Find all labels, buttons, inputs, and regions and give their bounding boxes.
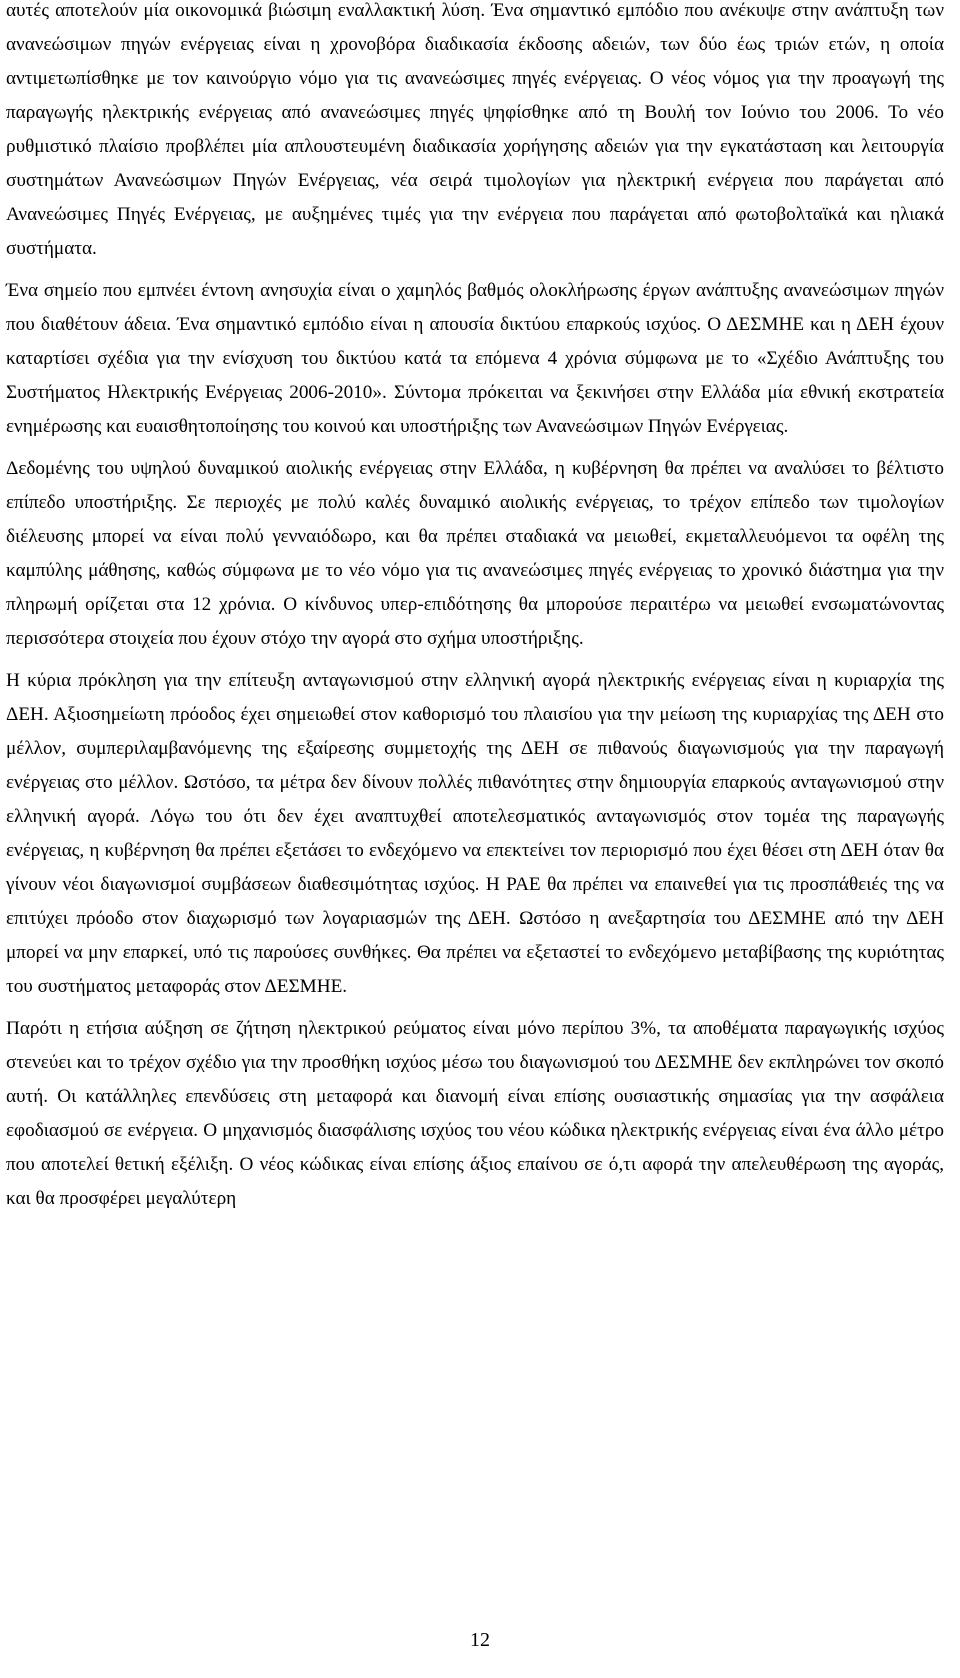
paragraph-renewables-licensing: αυτές αποτελούν μία οικονομικά βιώσιμη εναλλακτική λύση. Ένα σημαντικό εμπόδιο που ανέκυψε στην ανάπτυξη των ανανεώσιμων πηγών ενέργειας είναι η χρονοβόρα διαδικασία έκδοσης αδειών, των δύο έως τριών ετών, η οποία αντιμετωπίσθηκε με τον καινούργιο νόμο για τις ανανεώσιμες πηγές ενέργειας. Ο νέος νόμος για την προαγωγή της παραγωγής ηλεκτρικής ενέργειας από ανανεώσιμες πηγές ψηφίσθηκε από τη Βουλή τον Ιούνιο του 2006. Το νέο ρυθμιστικό πλαίσιο προβλέπει μία απλουστευμένη διαδικασία χορήγησης αδειών για την εγκατάσταση και λειτουργία συστημάτων Ανανεώσιμων Πηγών Ενέργειας, νέα σειρά τιμολογίων για ηλεκτρική ενέργεια που παράγεται από Ανανεώσιμες Πηγές Ενέργειας, με αυξημένες τιμές για την ενέργεια που παράγεται από φωτοβολταϊκά και ηλιακά συστήματα.	[6, 0, 944, 259]
page-number: 12	[470, 1629, 490, 1651]
paragraph-market-competition: Η κύρια πρόκληση για την επίτευξη ανταγωνισμού στην ελληνική αγορά ηλεκτρικής ενέργειας είναι η κυριαρχία της ΔΕΗ. Αξιοσημείωτη πρόοδος έχει σημειωθεί στον καθορισμό του πλαισίου για την μείωση της κυριαρχίας της ΔΕΗ στο μέλλον, συμπεριλαμβανόμενης της εξαίρεσης συμμετοχής της ΔΕΗ σε πιθανούς διαγωνισμούς για την παραγωγή ενέργειας στο μέλλον. Ωστόσο, τα μέτρα δεν δίνουν πολλές πιθανότητες στην δημιουργία επαρκούς ανταγωνισμού στην ελληνική αγορά. Λόγω του ότι δεν έχει αναπτυχθεί αποτελεσματικός ανταγωνισμός στον τομέα της παραγωγής ενέργειας, η κυβέρνηση θα πρέπει εξετάσει το ενδεχόμενο να επεκτείνει τον περιορισμό που έχει θέσει στη ΔΕΗ όταν θα γίνουν νέοι διαγωνισμοί συμβάσεων διαθεσιμότητας ισχύος. Η ΡΑΕ θα πρέπει να επαινεθεί για τις προσπάθειές της να επιτύχει πρόοδο στον διαχωρισμό των λογαριασμών της ΔΕΗ. Ωστόσο η ανεξαρτησία του ΔΕΣΜΗΕ από την ΔΕΗ μπορεί να μην επαρκεί, υπό τις παρούσες συνθήκες. Θα πρέπει να εξεταστεί το ενδεχόμενο μεταβίβασης της κυριότητας του συστήματος μεταφοράς στον ΔΕΣΜΗΕ.	[6, 670, 944, 997]
document-body	[6, 0, 944, 1216]
paragraph-project-completion: Ένα σημείο που εμπνέει έντονη ανησυχία είναι ο χαμηλός βαθμός ολοκλήρωσης έργων ανάπτυξης ανανεώσιμων πηγών που διαθέτουν άδεια. Ένα σημαντικό εμπόδιο είναι η απουσία δικτύου επαρκούς ισχύος. Ο ΔΕΣΜΗΕ και η ΔΕΗ έχουν καταρτίσει σχέδια για την ενίσχυση του δικτύου κατά τα επόμενα 4 χρόνια σύμφωνα με το «Σχέδιο Ανάπτυξης του Συστήματος Ηλεκτρικής Ενέργειας 2006-2010». Σύντομα πρόκειται να ξεκινήσει στην Ελλάδα μία εθνική εκστρατεία ενημέρωσης και ευαισθητοποίησης του κοινού και υποστήριξης των Ανανεώσιμων Πηγών Ενέργειας.	[6, 280, 944, 437]
paragraph-wind-support: Δεδομένης του υψηλού δυναμικού αιολικής ενέργειας στην Ελλάδα, η κυβέρνηση θα πρέπει να αναλύσει το βέλτιστο επίπεδο υποστήριξης. Σε περιοχές με πολύ καλές δυναμικό αιολικής ενέργειας, το τρέχον επίπεδο των τιμολογίων διέλευσης μπορεί να είναι πολύ γενναιόδωρο, και θα πρέπει σταδιακά να μειωθεί, εκμεταλλευόμενοι τα οφέλη της καμπύλης μάθησης, καθώς σύμφωνα με το νέο νόμο για τις ανανεώσιμες πηγές ενέργειας το χρονικό διάστημα για την πληρωμή ορίζεται στα 12 χρόνια. Ο κίνδυνος υπερ-επιδότησης θα μπορούσε περαιτέρω να μειωθεί ενσωματώνοντας περισσότερα στοιχεία που έχουν στόχο την αγορά στο σχήμα υποστήριξης.	[6, 458, 944, 649]
paragraph-demand-growth: Παρότι η ετήσια αύξηση σε ζήτηση ηλεκτρικού ρεύματος είναι μόνο περίπου 3%, τα αποθέματα παραγωγικής ισχύος στενεύει και το τρέχον σχέδιο για την προσθήκη ισχύος μέσω του διαγωνισμού του ΔΕΣΜΗΕ δεν εκπληρώνει τον σκοπό αυτή. Οι κατάλληλες επενδύσεις στη μεταφορά και διανομή είναι επίσης ουσιαστικής σημασίας για την ασφάλεια εφοδιασμού σε ενέργεια. Ο μηχανισμός διασφάλισης ισχύος του νέου κώδικα ηλεκτρικής ενέργειας είναι ένα άλλο μέτρο που αποτελεί θετική εξέλιξη. Ο νέος κώδικας είναι επίσης άξιος επαίνου σε ό,τι αφορά την απελευθέρωση της αγοράς, και θα προσφέρει μεγαλύτερη	[6, 1018, 944, 1209]
